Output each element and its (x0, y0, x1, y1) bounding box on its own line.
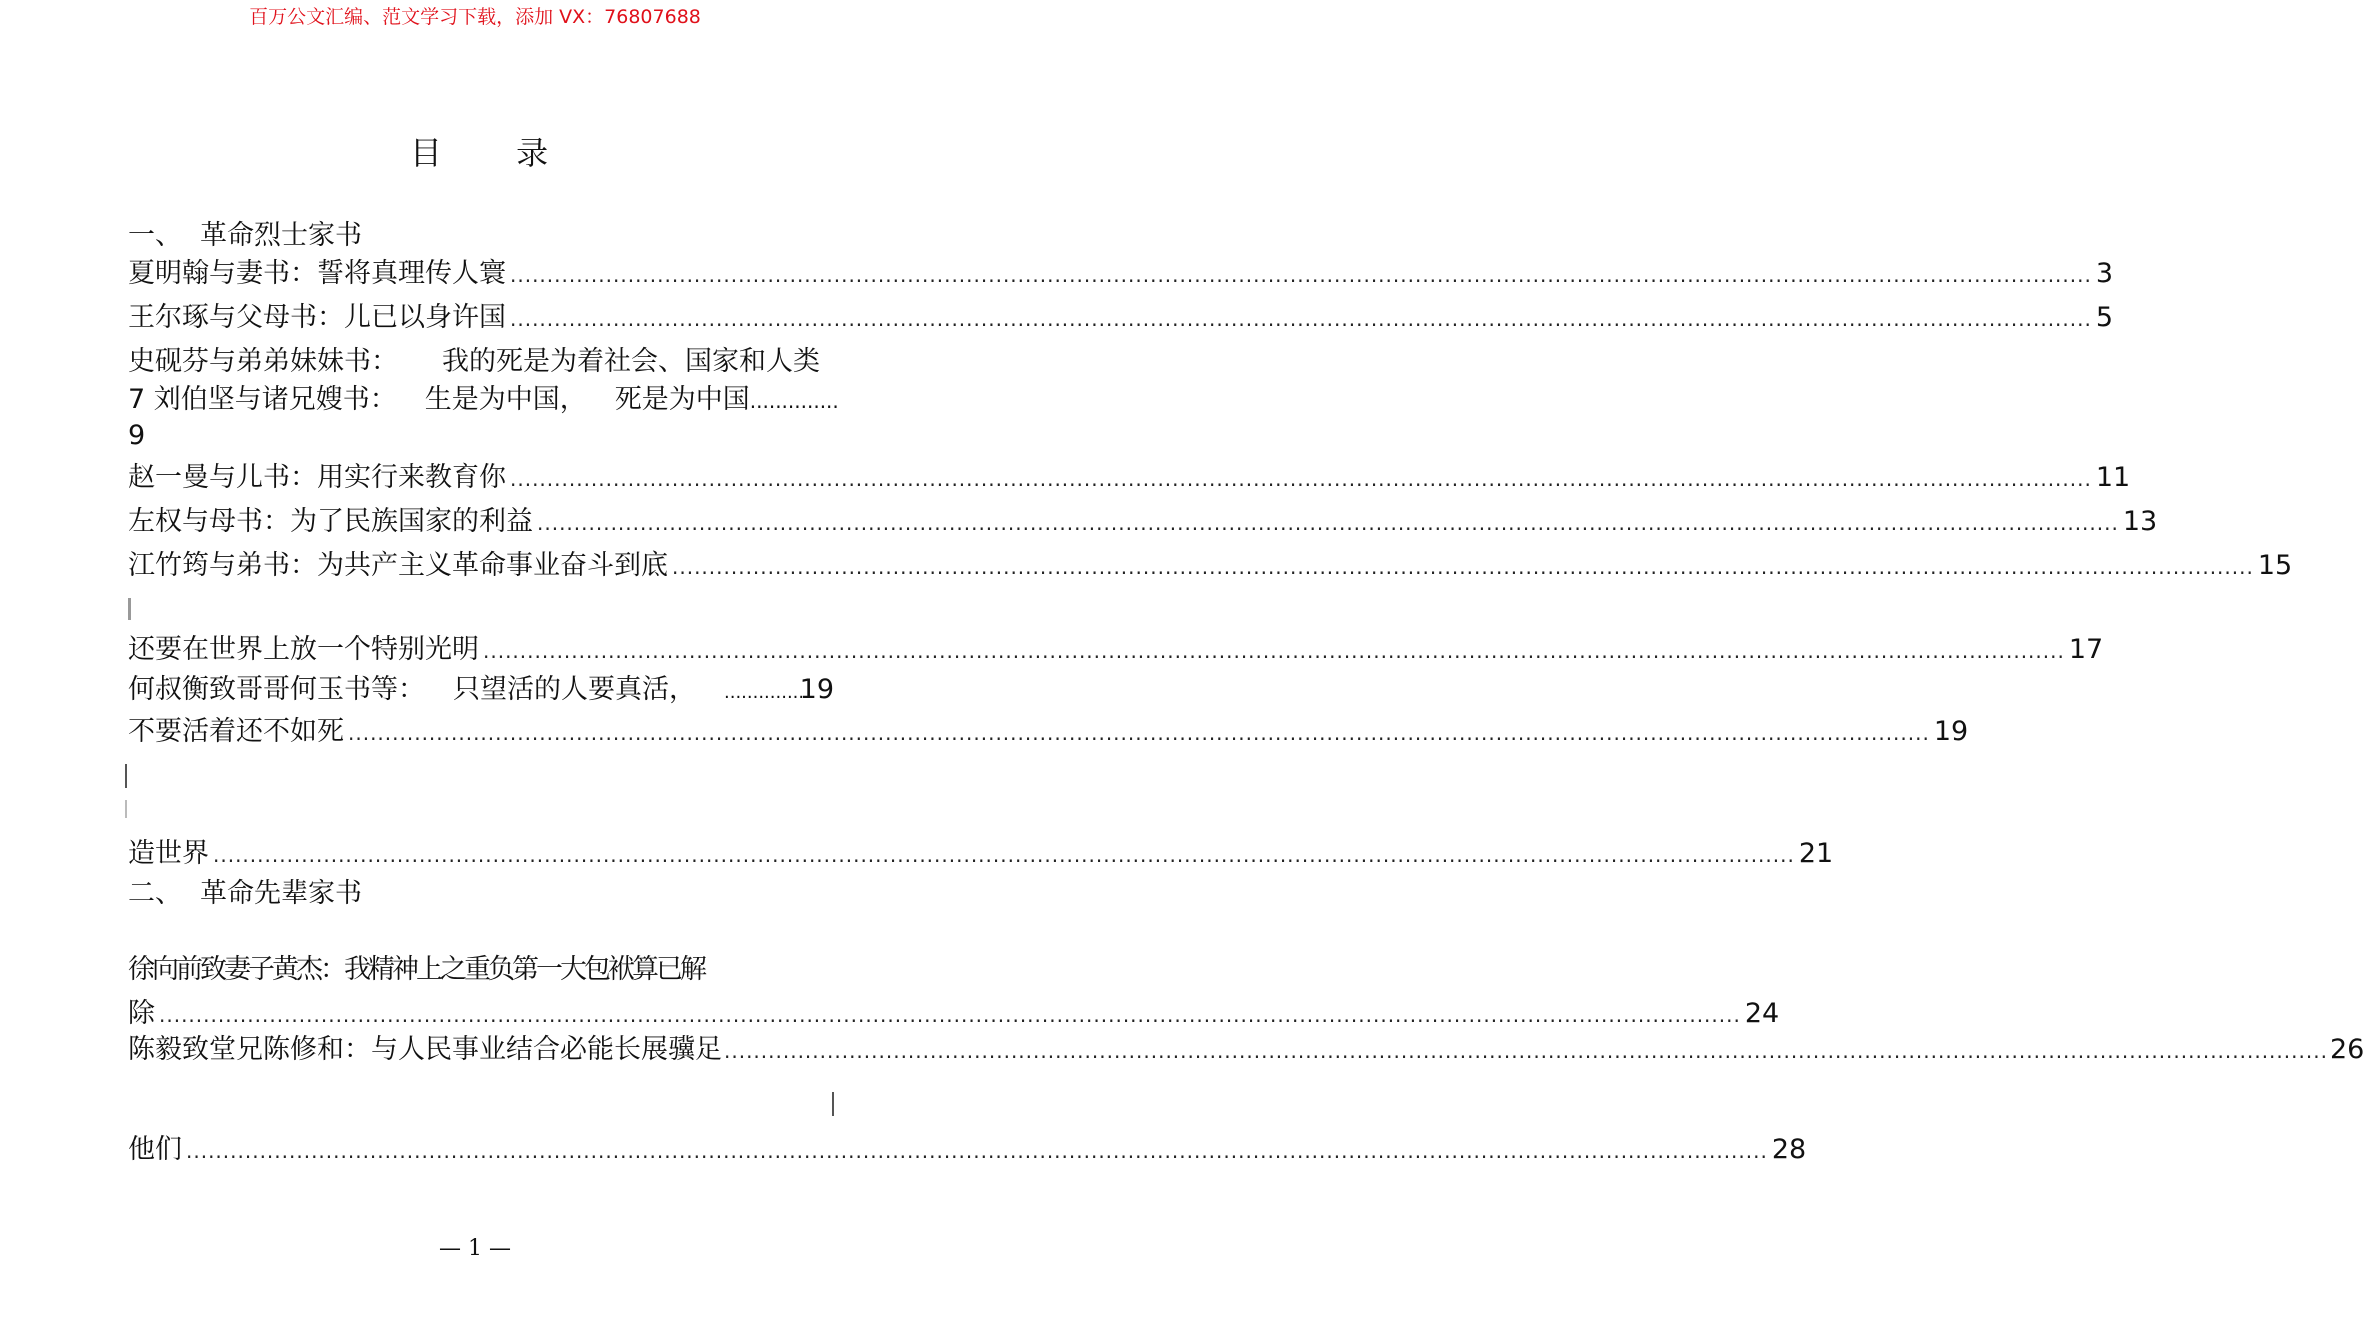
toc-entry[interactable] (128, 1134, 1807, 1166)
entry-subtitle-2: 死是为中国 (614, 384, 750, 415)
leader-dots (510, 263, 2092, 287)
leader-dots: .............. (749, 389, 839, 413)
entry-text: 造世界 (128, 838, 209, 869)
toc-entry[interactable] (128, 716, 1969, 748)
leader-dots (672, 555, 2254, 579)
entry-page: 5 (2095, 302, 2114, 333)
entry-author: 刘伯坚与诸兄嫂书： (153, 384, 397, 415)
entry-page: 17 (2068, 634, 2104, 665)
entry-subtitle: 与人民事业结合必能长展骥足 (371, 1034, 722, 1065)
entry-subtitle: 生是为中国， (424, 384, 587, 415)
section-heading-2 (128, 878, 362, 910)
entry-page: 28 (1771, 1134, 1807, 1165)
toc-entry[interactable] (128, 462, 2131, 494)
entry-text: 不要活着还不如死 (128, 716, 344, 747)
leader-dots (510, 467, 2092, 491)
entry-text: 他们 (128, 1134, 182, 1165)
entry-page: 15 (2257, 550, 2293, 581)
section-label: 革命先辈家书 (200, 878, 362, 909)
toc-entry[interactable] (128, 634, 2104, 666)
entry-page: 3 (2095, 258, 2114, 289)
entry-prefix: 7 (128, 384, 154, 415)
toc-entry[interactable] (128, 954, 704, 986)
leader-dots (510, 307, 2092, 331)
page-number: — 1 — (439, 1236, 511, 1261)
entry-subtitle: 只望活的人要真活， (453, 674, 696, 705)
toc-entry[interactable] (128, 302, 2114, 334)
text-cursor-mark (125, 800, 127, 818)
leader-dots (483, 639, 2065, 663)
entry-author: 史砚芬与弟弟妹妹书： (128, 346, 398, 377)
entry-page: 9 (128, 420, 146, 451)
toc-entry-page-continued (128, 420, 145, 452)
entry-page: 19 (1933, 716, 1969, 747)
toc-entry[interactable] (128, 346, 820, 378)
section-number: 一、 (128, 220, 182, 251)
entry-subtitle: 我的死是为着社会、国家和人类 (442, 346, 820, 377)
toc-entry[interactable] (128, 550, 2293, 582)
text-cursor-mark (125, 764, 127, 788)
section-number: 二、 (128, 878, 182, 909)
leader-dots (537, 511, 2119, 535)
leader-dots (213, 843, 1795, 867)
entry-page: 26 (2329, 1034, 2364, 1065)
leader-dots (159, 1003, 1741, 1027)
entry-text: 除 (128, 998, 155, 1029)
toc-entry-continued[interactable] (128, 998, 1780, 1030)
entry-text: 徐向前致妻子黄杰：我精神上之重负第一大包袱算已解 (128, 954, 704, 985)
entry-author: 左权与母书： (128, 506, 290, 537)
entry-author: 夏明翰与妻书： (128, 258, 317, 289)
toc-entry[interactable] (128, 258, 2114, 290)
entry-page: 21 (1798, 838, 1834, 869)
entry-author: 陈毅致堂兄陈修和： (128, 1034, 371, 1065)
leader-dots (186, 1139, 1768, 1163)
watermark: 百万公文汇编、范文学习下载，添加 VX：76807688 (249, 6, 701, 28)
entry-author: 王尔琢与父母书： (128, 302, 344, 333)
toc-entry[interactable] (128, 506, 2158, 538)
page-title: 目 录 (409, 134, 581, 172)
entry-subtitle: 用实行来教育你 (317, 462, 506, 493)
entry-page: 19 (799, 674, 834, 705)
entry-author: 何叔衡致哥哥何玉书等： (128, 674, 425, 705)
leader-dots: ..... ... (724, 1039, 2328, 1063)
entry-author: 赵一曼与儿书： (128, 462, 317, 493)
entry-subtitle: 誓将真理传人寰 (317, 258, 506, 289)
section-label: 革命烈士家书 (200, 220, 362, 251)
entry-page: 13 (2122, 506, 2158, 537)
toc-entry[interactable] (128, 384, 839, 416)
leader-dots (348, 721, 1930, 745)
leader-dots: .............. (724, 682, 805, 703)
entry-subtitle: 为共产主义革命事业奋斗到底 (317, 550, 668, 581)
toc-entry[interactable] (128, 1034, 2364, 1066)
text-cursor-mark (832, 1092, 834, 1116)
entry-text: 还要在世界上放一个特别光明 (128, 634, 479, 665)
text-cursor-mark (128, 598, 131, 620)
entry-subtitle: 为了民族国家的利益 (290, 506, 533, 537)
entry-page: 24 (1744, 998, 1780, 1029)
entry-author: 江竹筠与弟书： (128, 550, 317, 581)
entry-subtitle: 儿已以身许国 (344, 302, 506, 333)
toc-entry[interactable] (128, 838, 1834, 870)
toc-entry[interactable] (128, 674, 834, 706)
entry-page: 11 (2095, 462, 2131, 493)
section-heading-1 (128, 220, 362, 252)
